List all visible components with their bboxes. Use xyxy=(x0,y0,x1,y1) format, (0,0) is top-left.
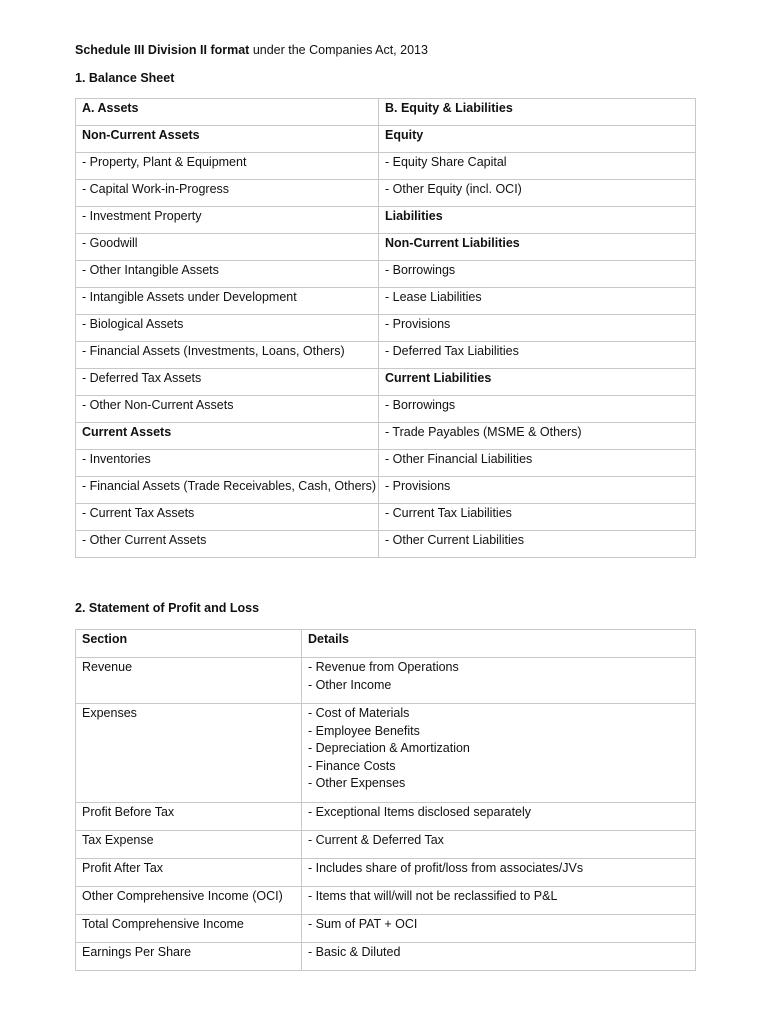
equity-liabilities-cell: - Equity Share Capital xyxy=(379,153,696,180)
assets-cell: - Capital Work-in-Progress xyxy=(76,180,379,207)
assets-cell: Non-Current Assets xyxy=(76,126,379,153)
table-row xyxy=(76,450,696,477)
details-cell xyxy=(302,887,696,915)
document-title xyxy=(75,43,428,57)
assets-cell: - Financial Assets (Investments, Loans, Others) xyxy=(76,342,379,369)
table-row xyxy=(76,207,696,234)
equity-liabilities-cell: - Provisions xyxy=(379,477,696,504)
detail-line: - Finance Costs xyxy=(308,758,396,773)
detail-line: - Sum of PAT + OCI xyxy=(308,917,418,931)
document-title-rest: under the Companies Act, 2013 xyxy=(249,43,428,57)
assets-cell: - Other Intangible Assets xyxy=(76,261,379,288)
table-row xyxy=(76,315,696,342)
table-row xyxy=(76,915,696,943)
equity-liabilities-cell: Equity xyxy=(379,126,696,153)
assets-cell: - Intangible Assets under Development xyxy=(76,288,379,315)
table-row xyxy=(76,704,696,803)
detail-line: - Basic & Diluted xyxy=(308,945,401,959)
table-row xyxy=(76,423,696,450)
document-title-bold: Schedule III Division II format xyxy=(75,43,250,57)
equity-liabilities-cell: - Deferred Tax Liabilities xyxy=(379,342,696,369)
section-cell: Revenue xyxy=(76,658,302,704)
section-cell: Earnings Per Share xyxy=(76,943,302,971)
balance-sheet-heading: 1. Balance Sheet xyxy=(75,71,175,85)
table-row xyxy=(76,859,696,887)
assets-cell: A. Assets xyxy=(76,99,379,126)
table-row xyxy=(76,531,696,558)
assets-cell: - Inventories xyxy=(76,450,379,477)
equity-liabilities-cell: - Current Tax Liabilities xyxy=(379,504,696,531)
table-header-row xyxy=(76,630,696,658)
section-cell: Tax Expense xyxy=(76,831,302,859)
section-cell: Expenses xyxy=(76,704,302,803)
table-row xyxy=(76,234,696,261)
profit-loss-heading: 2. Statement of Profit and Loss xyxy=(75,601,260,615)
section-cell: Profit Before Tax xyxy=(76,803,302,831)
equity-liabilities-cell: Non-Current Liabilities xyxy=(379,234,696,261)
table-row xyxy=(76,180,696,207)
equity-liabilities-cell: - Borrowings xyxy=(379,261,696,288)
balance-sheet-body xyxy=(76,99,696,558)
equity-liabilities-cell: - Lease Liabilities xyxy=(379,288,696,315)
assets-cell: - Current Tax Assets xyxy=(76,504,379,531)
table-row xyxy=(76,153,696,180)
table-row xyxy=(76,831,696,859)
details-cell xyxy=(302,831,696,859)
section-column-header: Section xyxy=(76,630,302,658)
profit-loss-table xyxy=(75,629,696,971)
table-row xyxy=(76,504,696,531)
section-cell: Profit After Tax xyxy=(76,859,302,887)
details-column-header: Details xyxy=(302,630,696,658)
detail-line: - Includes share of profit/loss from associates/JVs xyxy=(308,861,584,875)
table-row xyxy=(76,288,696,315)
detail-line: - Other Income xyxy=(308,677,392,692)
assets-cell: - Deferred Tax Assets xyxy=(76,369,379,396)
details-cell xyxy=(302,704,696,803)
detail-line: - Exceptional Items disclosed separately xyxy=(308,805,532,819)
details-cell xyxy=(302,859,696,887)
details-cell xyxy=(302,943,696,971)
table-row xyxy=(76,477,696,504)
equity-liabilities-cell: Liabilities xyxy=(379,207,696,234)
assets-cell: - Property, Plant & Equipment xyxy=(76,153,379,180)
assets-cell: - Goodwill xyxy=(76,234,379,261)
equity-liabilities-cell: - Borrowings xyxy=(379,396,696,423)
detail-line: - Depreciation & Amortization xyxy=(308,741,470,755)
detail-line: - Employee Benefits xyxy=(308,723,420,738)
table-row xyxy=(76,342,696,369)
equity-liabilities-cell: B. Equity & Liabilities xyxy=(379,99,696,126)
equity-liabilities-cell: Current Liabilities xyxy=(379,369,696,396)
assets-cell: - Other Current Assets xyxy=(76,531,379,558)
table-row xyxy=(76,803,696,831)
section-cell: Total Comprehensive Income xyxy=(76,915,302,943)
balance-sheet-table xyxy=(75,98,696,558)
table-row xyxy=(76,658,696,704)
table-row xyxy=(76,943,696,971)
table-row xyxy=(76,396,696,423)
equity-liabilities-cell: - Trade Payables (MSME & Others) xyxy=(379,423,696,450)
table-row xyxy=(76,126,696,153)
assets-cell: Current Assets xyxy=(76,423,379,450)
assets-cell: - Other Non-Current Assets xyxy=(76,396,379,423)
equity-liabilities-cell: - Other Current Liabilities xyxy=(379,531,696,558)
table-row xyxy=(76,369,696,396)
profit-loss-body xyxy=(76,630,696,971)
assets-cell: - Financial Assets (Trade Receivables, Cash, Others) xyxy=(76,477,379,504)
section-cell: Other Comprehensive Income (OCI) xyxy=(76,887,302,915)
assets-cell: - Biological Assets xyxy=(76,315,379,342)
table-row xyxy=(76,261,696,288)
table-row xyxy=(76,99,696,126)
equity-liabilities-cell: - Other Financial Liabilities xyxy=(379,450,696,477)
details-cell xyxy=(302,803,696,831)
detail-line: - Revenue from Operations xyxy=(308,660,459,674)
detail-line: - Items that will/will not be reclassified to P&L xyxy=(308,889,558,903)
detail-line: - Other Expenses xyxy=(308,776,406,790)
table-row xyxy=(76,887,696,915)
details-cell xyxy=(302,658,696,704)
equity-liabilities-cell: - Other Equity (incl. OCI) xyxy=(379,180,696,207)
detail-line: - Cost of Materials xyxy=(308,706,410,720)
detail-line: - Current & Deferred Tax xyxy=(308,833,444,847)
details-cell xyxy=(302,915,696,943)
equity-liabilities-cell: - Provisions xyxy=(379,315,696,342)
assets-cell: - Investment Property xyxy=(76,207,379,234)
